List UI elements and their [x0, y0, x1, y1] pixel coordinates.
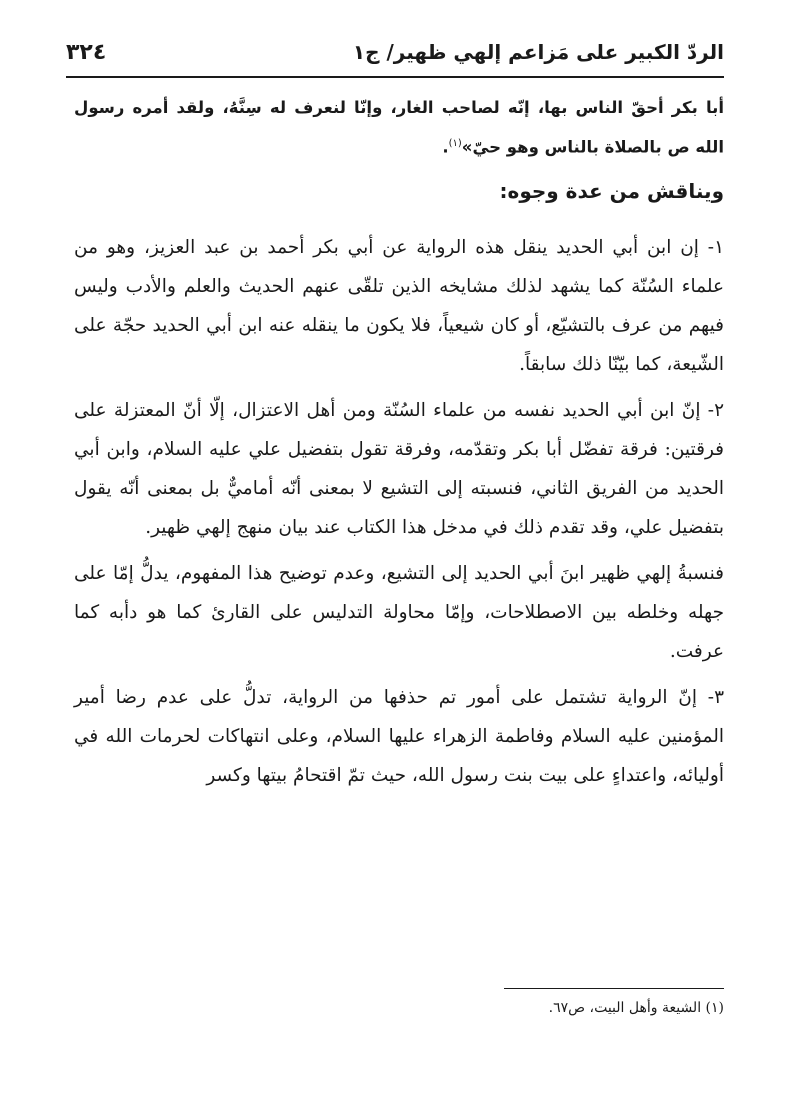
body-text — [74, 90, 724, 802]
quote-text: أبا بكر أحقّ الناس بها، إنّه لصاحب الغار، وإنّا لنعرف له سِنَّهُ، ولقد أمره رسول الله ص بالصلاة بالناس وهو حيّ» — [74, 98, 724, 157]
paragraph-point-1: ١- إن ابن أبي الحديد ينقل هذه الرواية عن أبي بكر أحمد بن عبد العزيز، وهو من علماء السُنّة كما يشهد لذلك مشايخه الذين تلقّى عنهم الحديث والعلم والأدب وليس فيهم من عرف بالتشيّع، أو كان شيعياً، فلا يكون ما ينقله عنه ابن أبي الحديد حجّة على الشّيعة، كما بيّنّا ذلك سابقاً. — [74, 236, 724, 375]
footnote-reference: (١) — [448, 138, 462, 149]
paragraph-point-3: ٣- إنّ الرواية تشتمل على أمور تم حذفها من الرواية، تدلُّ على عدم رضا أمير المؤمنين عليه السلام وفاطمة الزهراء عليها السلام، وعلى انتهاكات لحرمات الله في أوليائه، واعتداءٍ على بيت بنت رسول الله، حيث تمّ اقتحامُ بيتها وكسر — [74, 686, 724, 786]
paragraph-commentary: فنسبةُ إلهي ظهير ابنَ أبي الحديد إلى التشيع، وعدم توضيح هذا المفهوم، يدلُّ إمّا على جهله وخلطه بين الاصطلاحات، وإمّا محاولة التدليس على القارئ كما هو دأبه كما عرفت. — [74, 562, 724, 662]
paragraph-point-2: ٢- إنّ ابن أبي الحديد نفسه من علماء السُنّة ومن أهل الاعتزال، إلّا أنّ المعتزلة على فرقتين: فرقة تفضّل أبا بكر وتقدّمه، وفرقة تقول بتفضيل علي عليه السلام، وابن أبي الحديد من الفريق الثاني، فنسبته إلى التشيع لا بمعنى أنّه أماميٌّ بل بمعنى أنّه يقول بتفضيل علي، وقد تقدم ذلك في مدخل هذا الكتاب عند بيان منهج إلهي ظهير. — [74, 399, 724, 538]
section-heading: ويناقش من عدة وجوه: — [499, 178, 724, 203]
footnote-divider — [504, 988, 724, 989]
running-title: الردّ الكبير على مَزاعم إلهي ظهير/ ج١ — [352, 40, 724, 64]
quote-end: . — [442, 137, 449, 157]
page-header — [66, 28, 724, 78]
footnote: (١) الشيعة وأهل البيت، ص٦٧. — [548, 1000, 724, 1016]
quote-paragraph — [74, 90, 724, 166]
page-number: ٣٢٤ — [66, 39, 107, 65]
